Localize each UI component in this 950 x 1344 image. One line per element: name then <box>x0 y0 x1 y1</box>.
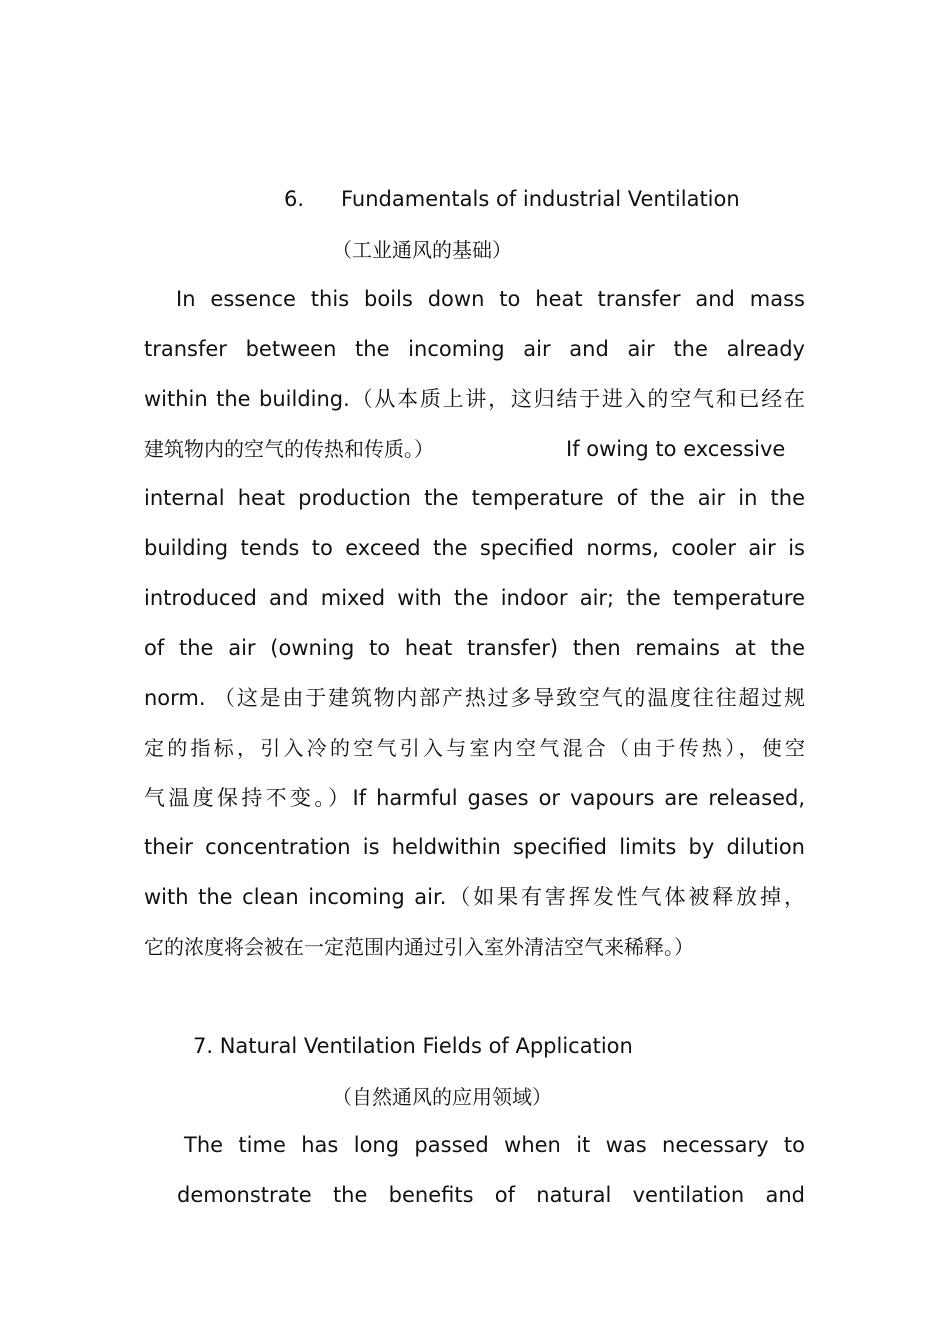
paragraph-line: 定的指标，引入冷的空气引入与室内空气混合（由于传热），使空 <box>144 736 805 760</box>
section-6-heading: Fundamentals of industrial Ventilation <box>341 187 740 211</box>
section-7-heading-zh: （自然通风的应用领域） <box>332 1085 552 1109</box>
paragraph-line: norm. （这是由于建筑物内部产热过多导致空气的温度往往超过规 <box>144 686 805 710</box>
paragraph-line: The time has long passed when it was necessary to <box>184 1133 805 1157</box>
paragraph-line: 气温度保持不变。）If harmful gases or vapours are released, <box>144 786 805 810</box>
paragraph-line: transfer between the incoming air and air the already <box>144 337 805 361</box>
paragraph-line: within the building.（从本质上讲，这归结于进入的空气和已经在 <box>144 387 805 411</box>
paragraph-line: In essence this boils down to heat transfer and mass <box>176 287 805 311</box>
paragraph-line: 建筑物内的空气的传热和传质。） <box>144 437 434 461</box>
paragraph-line: If owing to excessive <box>566 437 786 461</box>
paragraph-line: demonstrate the benefits of natural ventilation and <box>177 1183 805 1207</box>
paragraph-line: of the air (owning to heat transfer) then remains at the <box>144 636 805 660</box>
section-6-number: 6. <box>284 187 305 211</box>
paragraph-line: introduced and mixed with the indoor air; the temperature <box>144 586 805 610</box>
paragraph-line: their concentration is heldwithin specified limits by dilution <box>144 835 805 859</box>
paragraph-line: with the clean incoming air.（如果有害挥发性气体被释放掉， <box>144 885 805 909</box>
paragraph-line: building tends to exceed the specified norms, cooler air is <box>144 536 805 560</box>
paragraph-line: 它的浓度将会被在一定范围内通过引入室外清洁空气来稀释。） <box>144 935 694 959</box>
section-7-heading: 7. Natural Ventilation Fields of Application <box>193 1034 633 1058</box>
paragraph-line: internal heat production the temperature of the air in the <box>144 486 805 510</box>
section-6-heading-zh: （工业通风的基础） <box>332 238 512 262</box>
